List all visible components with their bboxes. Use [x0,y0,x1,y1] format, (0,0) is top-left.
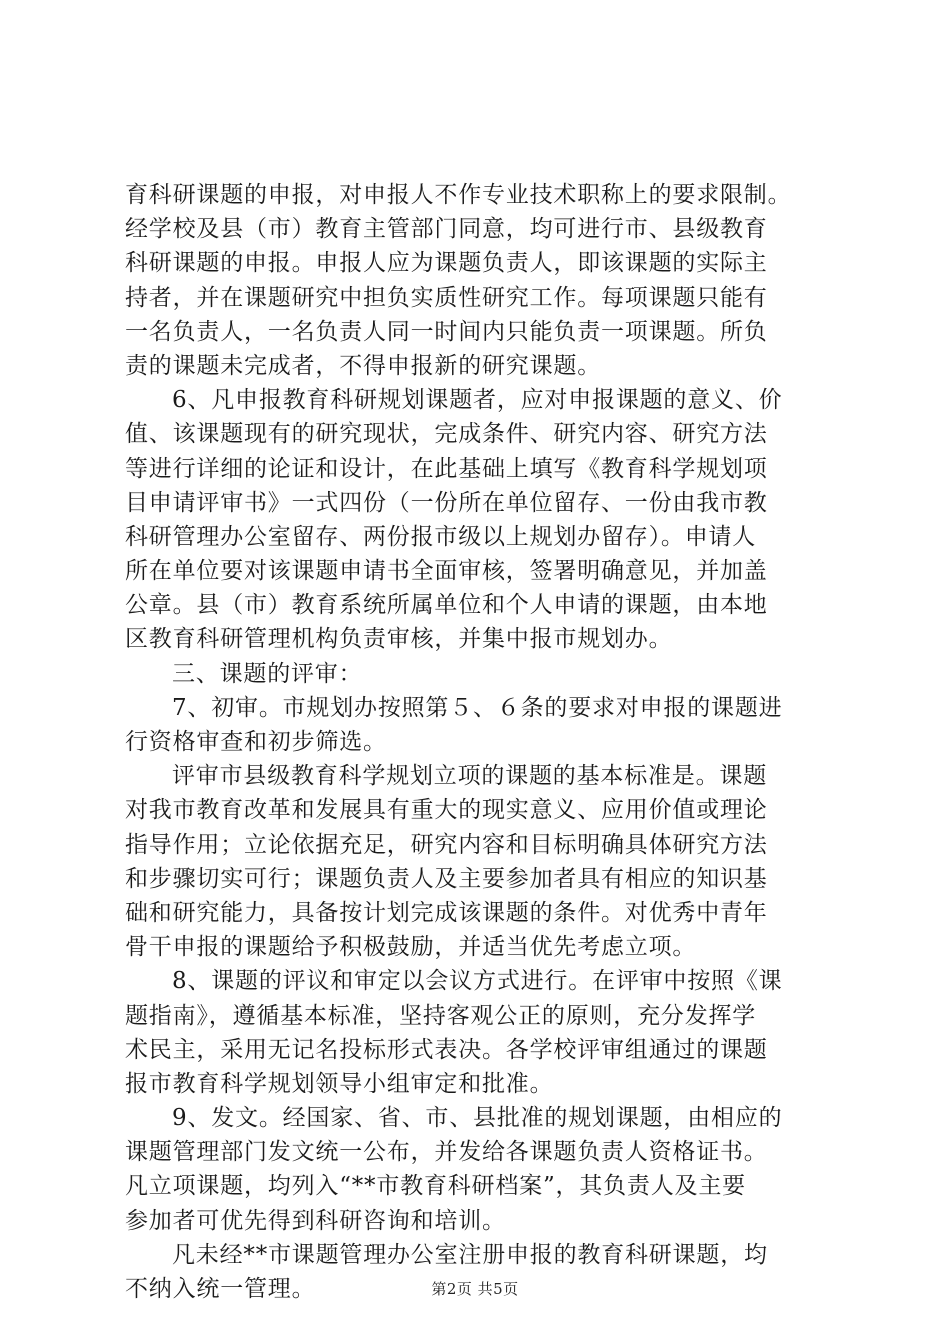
text-line: 不纳入统一管理。 [125,1276,316,1302]
text-line: 对我市教育改革和发展具有重大的现实意义、应用价值或理论 [125,797,768,824]
text-line: 等进行详细的论证和设计，在此基础上填写《教育科学规划项 [125,455,768,482]
text-line: 公章。县（市）教育系统所属单位和个人申请的课题，由本地 [125,592,768,619]
paragraph-start-line: 9、发文。经国家、省、市、县批准的规划课题，由相应的 [172,1105,783,1132]
text-line: 题指南》，遵循基本标准，坚持客观公正的原则，充分发挥学 [125,1002,757,1029]
text-line: 骨干申报的课题给予积极鼓励，并适当优先考虑立项。 [125,934,697,961]
paragraph-start-line: 7、初审。市规划办按照第５、６条的要求对申报的课题进 [172,694,783,721]
text-line: 一名负责人，一名负责人同一时间内只能负责一项课题。所负 [125,318,768,345]
paragraph-start-line: 凡未经**市课题管理办公室注册申报的教育科研课题，均 [172,1241,768,1268]
paragraph-start-line: 8、课题的评议和审定以会议方式进行。在评审中按照《课 [172,968,783,995]
paragraph-start-line: 6、凡申报教育科研规划课题者，应对申报课题的意义、价 [172,387,783,414]
text-line: 责的课题未完成者，不得申报新的研究课题。 [125,352,601,379]
text-line: 值、该课题现有的研究现状，完成条件、研究内容、研究方法 [125,421,768,448]
text-line: 础和研究能力，具备按计划完成该课题的条件。对优秀中青年 [125,899,768,926]
text-line: 所在单位要对该课题申请书全面审核，签署明确意见，并加盖 [125,558,768,585]
text-line: 行资格审查和初步筛选。 [125,729,387,755]
text-line: 课题管理部门发文统一公布，并发给各课题负责人资格证书。 [125,1139,768,1166]
text-line: 育科研课题的申报，对申报人不作专业技术职称上的要求限制。 [125,182,792,208]
text-line: 科研课题的申报。申报人应为课题负责人，即该课题的实际主 [125,250,768,277]
text-line: 指导作用；立论依据充足，研究内容和目标明确具体研究方法 [125,831,768,858]
text-line: 和步骤切实可行；课题负责人及主要参加者具有相应的知识基 [125,865,768,892]
text-line: 经学校及县（市）教育主管部门同意，均可进行市、县级教育 [125,216,768,243]
text-line: 持者，并在课题研究中担负实质性研究工作。每项课题只能有 [125,284,768,311]
paragraph-start-line: 评审市县级教育科学规划立项的课题的基本标准是。课题 [172,763,767,790]
text-line: 参加者可优先得到科研咨询和培训。 [125,1207,506,1234]
text-line: 凡立项课题，均列入“**市教育科研档案”，其负责人及主要 [125,1173,746,1200]
page-number-footer: 第2页 共5页 [431,1280,519,1298]
text-line: 科研管理办公室留存、两份报市级以上规划办留存）。申请人 [125,523,757,550]
section-heading: 三、课题的评审： [172,660,363,687]
text-line: 目申请评审书》一式四份（一份所在单位留存、一份由我市教 [125,489,768,516]
text-line: 区教育科研管理机构负责审核，并集中报市规划办。 [125,626,673,653]
text-line: 术民主，采用无记名投标形式表决。各学校评审组通过的课题 [125,1036,768,1063]
document-body [125,178,837,1306]
text-line: 报市教育科学规划领导小组审定和批准。 [125,1070,554,1097]
